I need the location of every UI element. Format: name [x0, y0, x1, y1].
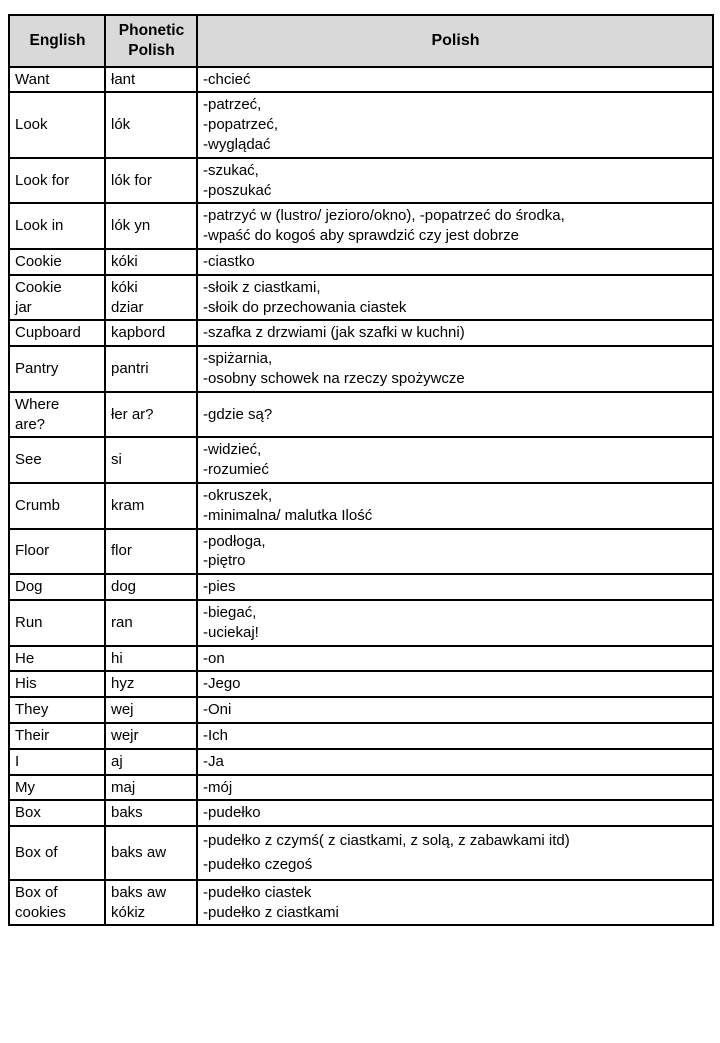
table-row	[9, 275, 713, 321]
polish-translation-line: -wpaść do kogoś aby sprawdzić czy jest dobrze	[203, 227, 519, 245]
polish-translation-line: -piętro	[203, 552, 246, 570]
polish-translation-line: -widzieć,	[203, 441, 262, 459]
polish-translation-line: -uciekaj!	[203, 623, 259, 641]
cell-english: Cookie jar	[9, 275, 105, 321]
cell-phonetic-polish: dog	[105, 574, 197, 600]
cell-polish	[197, 826, 713, 880]
table-row	[9, 723, 713, 749]
cell-phonetic-polish: wejr	[105, 723, 197, 749]
polish-translation-line: -Jego	[203, 675, 241, 693]
cell-english: Box of	[9, 826, 105, 880]
column-header-phonetic-polish: Phonetic Polish	[105, 15, 197, 67]
table-row	[9, 646, 713, 672]
table-row	[9, 249, 713, 275]
polish-translation-line: -słoik do przechowania ciastek	[203, 298, 407, 316]
cell-english: Crumb	[9, 483, 105, 529]
cell-english: Cookie	[9, 249, 105, 275]
cell-polish	[197, 800, 713, 826]
cell-phonetic-polish: kapbord	[105, 320, 197, 346]
cell-english: Look in	[9, 203, 105, 249]
polish-translation-line: -gdzie są?	[203, 405, 273, 423]
cell-phonetic-polish: łant	[105, 67, 197, 93]
cell-polish	[197, 320, 713, 346]
polish-translation-line: -ciastko	[203, 253, 255, 271]
table-row	[9, 826, 713, 880]
cell-english: I	[9, 749, 105, 775]
cell-polish	[197, 574, 713, 600]
cell-phonetic-polish: hyz	[105, 671, 197, 697]
cell-polish	[197, 646, 713, 672]
table-row	[9, 671, 713, 697]
cell-english: He	[9, 646, 105, 672]
polish-translation-line: -patrzyć w (lustro/ jezioro/okno), -popatrzeć do środka,	[203, 207, 565, 225]
polish-translation-line: -chcieć	[203, 70, 251, 88]
polish-translation-line: -rozumieć	[203, 461, 269, 479]
cell-english: His	[9, 671, 105, 697]
cell-polish	[197, 697, 713, 723]
polish-translation-line: -patrzeć,	[203, 96, 262, 114]
polish-translation-line: -pudełko ciastek	[203, 883, 312, 901]
table-row	[9, 574, 713, 600]
cell-phonetic-polish: lók for	[105, 158, 197, 204]
cell-polish	[197, 392, 713, 438]
table-row	[9, 158, 713, 204]
polish-translation-line: -słoik z ciastkami,	[203, 278, 321, 296]
cell-phonetic-polish: łer ar?	[105, 392, 197, 438]
table-row	[9, 800, 713, 826]
table-row	[9, 346, 713, 392]
cell-english: Cupboard	[9, 320, 105, 346]
table-header-row	[9, 15, 713, 67]
cell-english: Their	[9, 723, 105, 749]
table-row	[9, 437, 713, 483]
polish-translation-line: -biegać,	[203, 603, 257, 621]
table-row	[9, 880, 713, 926]
cell-english: They	[9, 697, 105, 723]
polish-translation-line: -pudełko z ciastkami	[203, 903, 339, 921]
cell-polish	[197, 92, 713, 157]
cell-english: Box of cookies	[9, 880, 105, 926]
cell-phonetic-polish: baks	[105, 800, 197, 826]
polish-translation-line: -poszukać	[203, 181, 272, 199]
cell-english: See	[9, 437, 105, 483]
table-row	[9, 203, 713, 249]
cell-polish	[197, 275, 713, 321]
cell-phonetic-polish: aj	[105, 749, 197, 775]
polish-translation-line: -okruszek,	[203, 487, 273, 504]
cell-english: Where are?	[9, 392, 105, 438]
cell-phonetic-polish: lók yn	[105, 203, 197, 249]
polish-translation-line: -pudełko czegoś	[203, 855, 313, 873]
cell-polish	[197, 346, 713, 392]
vocabulary-table	[8, 14, 714, 926]
polish-translation-line: -pudełko	[203, 804, 261, 822]
table-row	[9, 483, 713, 529]
polish-translation-line: -podłoga,	[203, 532, 266, 550]
polish-translation-line: -osobny schowek na rzeczy spożywcze	[203, 370, 465, 388]
polish-translation-line: -pudełko z czymś( z ciastkami, z solą, z zabawkami itd)	[203, 832, 570, 850]
column-header-polish: Polish	[197, 15, 713, 67]
column-header-english: English	[9, 15, 105, 67]
polish-translation-line: -pies	[203, 578, 236, 596]
cell-polish	[197, 671, 713, 697]
polish-translation-line: -Oni	[203, 701, 232, 719]
cell-phonetic-polish: wej	[105, 697, 197, 723]
polish-translation-line: -szafka z drzwiami (jak szafki w kuchni)	[203, 324, 465, 342]
polish-translation-line: -Ich	[203, 726, 229, 744]
cell-phonetic-polish: hi	[105, 646, 197, 672]
cell-polish	[197, 158, 713, 204]
cell-phonetic-polish: pantri	[105, 346, 197, 392]
table-row	[9, 320, 713, 346]
cell-polish	[197, 529, 713, 575]
cell-english: Box	[9, 800, 105, 826]
polish-translation-line: -minimalna/ malutka Ilość	[203, 506, 373, 524]
polish-translation-line: -popatrzeć,	[203, 116, 279, 134]
cell-english: Want	[9, 67, 105, 93]
cell-english: Look for	[9, 158, 105, 204]
polish-translation-line: -on	[203, 649, 225, 667]
cell-phonetic-polish: kóki dziar	[105, 275, 197, 321]
cell-polish	[197, 723, 713, 749]
polish-translation-line: -Ja	[203, 752, 224, 770]
cell-phonetic-polish: flor	[105, 529, 197, 575]
table-row	[9, 775, 713, 801]
cell-english: Pantry	[9, 346, 105, 392]
cell-phonetic-polish: ran	[105, 600, 197, 646]
cell-polish	[197, 483, 713, 529]
cell-polish	[197, 203, 713, 249]
cell-polish	[197, 880, 713, 926]
cell-english: Look	[9, 92, 105, 157]
cell-phonetic-polish: baks aw kókiz	[105, 880, 197, 926]
cell-polish	[197, 249, 713, 275]
cell-phonetic-polish: kóki	[105, 249, 197, 275]
table-body	[9, 67, 713, 926]
cell-phonetic-polish: baks aw	[105, 826, 197, 880]
table-header	[9, 15, 713, 67]
polish-translation-line: -spiżarnia,	[203, 350, 273, 368]
cell-polish	[197, 67, 713, 93]
cell-polish	[197, 600, 713, 646]
table-row	[9, 92, 713, 157]
polish-translation-line: -szukać,	[203, 161, 259, 179]
table-row	[9, 392, 713, 438]
cell-english: My	[9, 775, 105, 801]
table-row	[9, 697, 713, 723]
cell-phonetic-polish: lók	[105, 92, 197, 157]
polish-translation-line: -mój	[203, 778, 233, 796]
table-row	[9, 529, 713, 575]
polish-translation-line: -wyglądać	[203, 136, 271, 154]
cell-phonetic-polish: si	[105, 437, 197, 483]
cell-english: Run	[9, 600, 105, 646]
cell-polish	[197, 437, 713, 483]
table-row	[9, 749, 713, 775]
cell-phonetic-polish: kram	[105, 483, 197, 529]
cell-english: Floor	[9, 529, 105, 575]
cell-phonetic-polish: maj	[105, 775, 197, 801]
cell-english: Dog	[9, 574, 105, 600]
table-row	[9, 600, 713, 646]
cell-polish	[197, 749, 713, 775]
table-row	[9, 67, 713, 93]
cell-polish	[197, 775, 713, 801]
